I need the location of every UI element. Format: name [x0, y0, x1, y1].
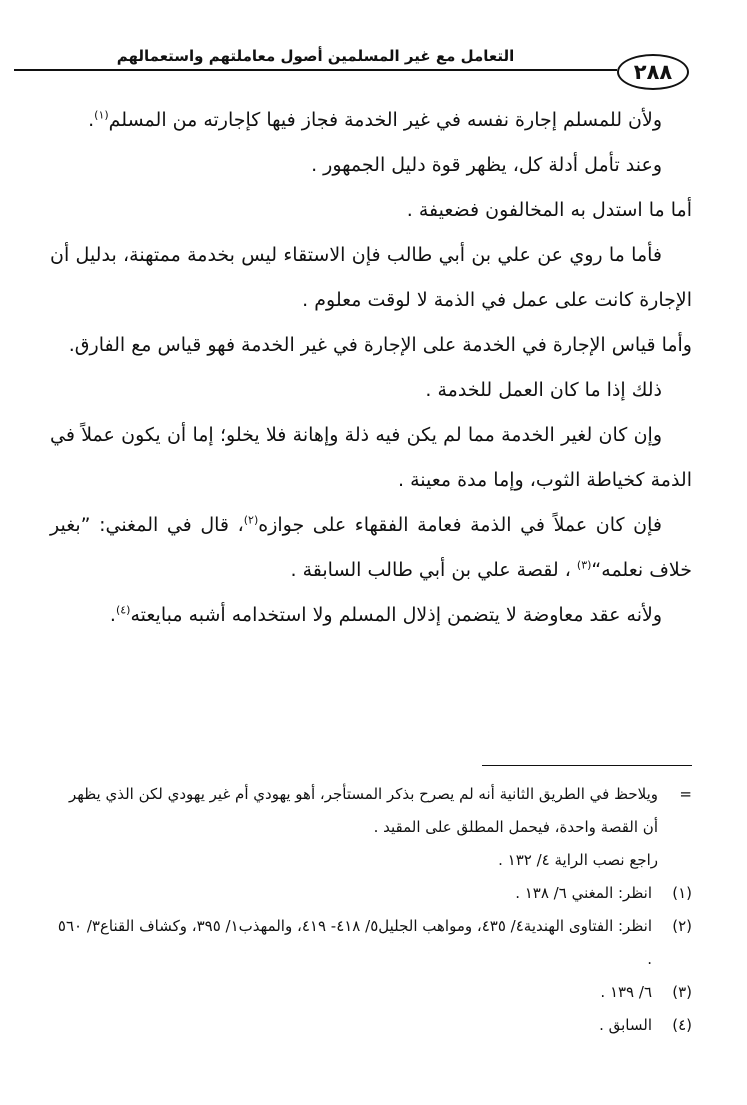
footnote-number: (٢) [672, 917, 692, 935]
paragraph: فإن كان عملاً في الذمة فعامة الفقهاء على جوازه$^{(٢)}$، قال في المغني: ”بغير خلاف نعلمه“$^{(٣)}$ ، لقصة علي بن أبي طالب السابقة . [50, 513, 692, 581]
footnote-item [50, 1009, 692, 1042]
footnote-item [50, 910, 692, 976]
footnote-text: انظر: المغني ٦/ ١٣٨ . [515, 884, 652, 902]
footnote-number: (٣) [672, 983, 692, 1001]
footnote-item [50, 877, 692, 910]
footnote-item [50, 976, 692, 1009]
footnote-text: السابق . [599, 1016, 652, 1034]
paragraph: وأما قياس الإجارة في الخدمة على الإجارة في غير الخدمة فهو قياس مع الفارق. [68, 334, 692, 356]
paragraph: ولأنه عقد معاوضة لا يتضمن إذلال المسلم ولا استخدامه أشبه مبايعته$^{(٤)}$. [109, 603, 662, 626]
running-title: التعامل مع غير المسلمين أصول معاملتهم واستعمالهم [116, 47, 515, 65]
paragraph: وإن كان لغير الخدمة مما لم يكن فيه ذلة وإهانة فلا يخلو؛ إما أن يكون عملاً في الذمة كخياطة الثوب، وإما مدة معينة . [50, 424, 692, 491]
footnote-text: راجع نصب الراية ٤/ ١٣٢ . [498, 851, 658, 869]
footnote-text: انظر: الفتاوى الهندية٤/ ٤٣٥، ومواهب الجليل٥/ ٤١٨- ٤١٩، والمهذب١/ ٣٩٥، وكشاف القناع٣/ ٥٦٠ . [57, 917, 652, 968]
paragraph: ذلك إذا ما كان العمل للخدمة . [425, 379, 662, 401]
paragraph: أما ما استدل به المخالفون فضعيفة . [406, 199, 692, 221]
footnote-ref: (١) [94, 108, 109, 122]
main-body [50, 98, 692, 638]
paragraph: وعند تأمل أدلة كل، يظهر قوة دليل الجمهور . [311, 154, 662, 176]
page-header [14, 42, 689, 82]
footnote-ref: (٢) [243, 513, 259, 527]
page-number-badge: ٢٨٨ [617, 54, 689, 90]
header-rule [14, 69, 617, 71]
paragraph: ولأن للمسلم إجارة نفسه في غير الخدمة فجاز فيها كإجارته من المسلم$^{(١)}$. [88, 108, 662, 131]
paragraph: فأما ما روي عن علي بن أبي طالب فإن الاستقاء ليس بخدمة ممتهنة، بدليل أن الإجارة كانت على عمل في الذمة لا لوقت معلوم . [50, 244, 692, 311]
footnote-separator [482, 765, 692, 766]
footnote-ref: (٣) [576, 558, 592, 572]
footnote-ref: (٤) [115, 603, 131, 617]
footnotes [50, 778, 692, 1042]
footnote-number: (٤) [672, 1016, 692, 1034]
continuation-marker: = [679, 785, 692, 803]
footnote-text: ويلاحظ في الطريق الثانية أنه لم يصرح بذكر المستأجر، أهو يهودي أم غير يهودي لكن الذي يظهر أن القصة واحدة، فيحمل المطلق على المقيد . [69, 785, 658, 836]
footnote-continuation [50, 778, 692, 877]
footnote-number: (١) [672, 884, 692, 902]
footnote-text: ٦/ ١٣٩ . [600, 983, 652, 1001]
